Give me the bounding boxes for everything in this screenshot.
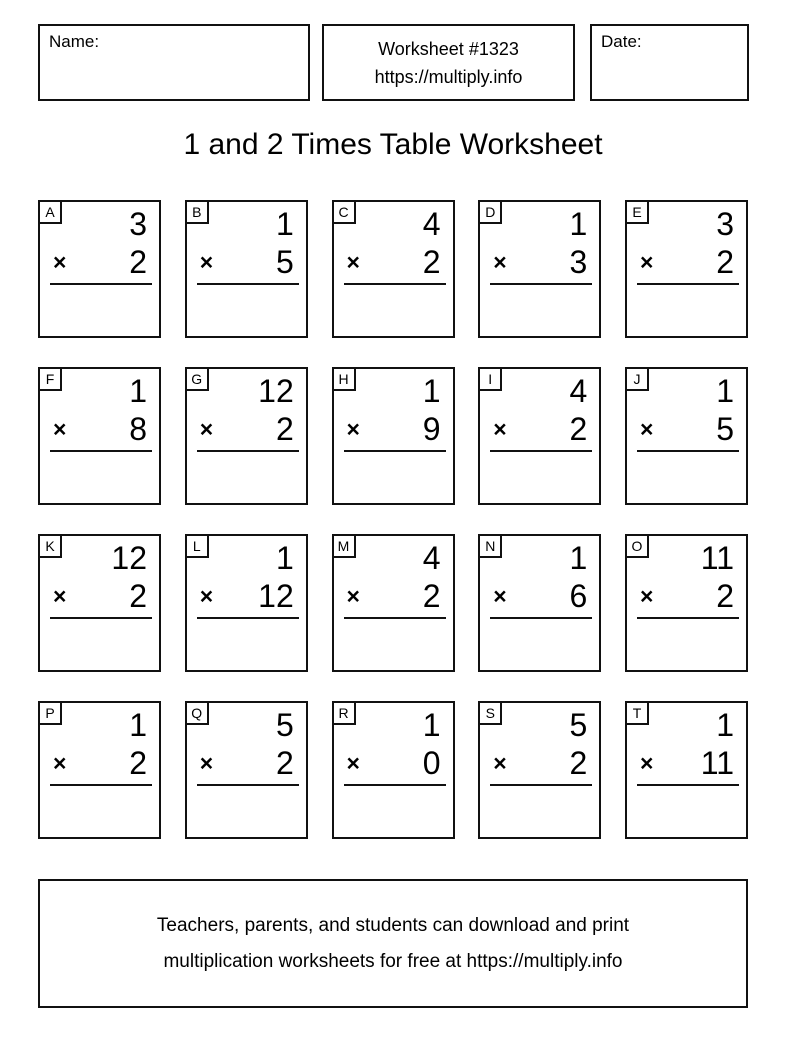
multiplicand: 3 — [129, 206, 147, 242]
answer-space — [334, 619, 453, 670]
multiplier: 2 — [716, 578, 734, 614]
answer-space — [40, 452, 159, 503]
name-label: Name: — [49, 32, 100, 51]
multiplier-row — [627, 577, 746, 615]
multiply-sign-icon: × — [53, 583, 67, 609]
multiplier-row — [187, 410, 306, 448]
multiply-sign-icon: × — [346, 249, 360, 275]
answer-space — [480, 285, 599, 336]
multiplier: 12 — [258, 578, 294, 614]
answer-space — [334, 285, 453, 336]
problem-label: C — [332, 200, 356, 224]
problem-label: F — [38, 367, 62, 391]
multiplier-row — [480, 577, 599, 615]
multiplicand: 4 — [569, 373, 588, 409]
multiplicand: 5 — [569, 707, 588, 743]
multiplier: 5 — [716, 411, 734, 447]
answer-space — [627, 452, 746, 503]
problem-cell — [38, 534, 161, 672]
multiplier: 2 — [129, 578, 147, 614]
multiply-sign-icon: × — [199, 583, 214, 609]
answer-space — [627, 619, 746, 670]
multiply-sign-icon: × — [493, 750, 507, 776]
multiplier-row — [40, 744, 159, 782]
multiplicand: 1 — [275, 540, 294, 576]
multiply-sign-icon: × — [199, 750, 214, 776]
problem-cell — [478, 367, 601, 505]
problem-label: K — [38, 534, 62, 558]
problem-cell — [185, 534, 308, 672]
multiplier: 8 — [129, 411, 147, 447]
problem-label: G — [185, 367, 209, 391]
multiplier-row — [40, 410, 159, 448]
answer-space — [480, 619, 599, 670]
multiplicand: 3 — [716, 206, 734, 242]
multiplier-row — [187, 577, 306, 615]
multiplier-row — [187, 744, 306, 782]
multiply-sign-icon: × — [199, 249, 214, 275]
multiplicand: 1 — [422, 373, 441, 409]
multiply-sign-icon: × — [346, 583, 360, 609]
multiply-sign-icon: × — [640, 249, 654, 275]
answer-space — [187, 786, 306, 837]
footer-box — [38, 879, 748, 1008]
problem-cell — [625, 200, 748, 338]
multiply-sign-icon: × — [493, 583, 507, 609]
footer-line1: Teachers, parents, and students can download and print — [156, 914, 630, 936]
problem-cell — [38, 200, 161, 338]
problem-label: D — [478, 200, 502, 224]
problem-cell — [38, 367, 161, 505]
multiplier-row — [334, 577, 453, 615]
multiplier-row — [480, 744, 599, 782]
multiplier-row — [480, 410, 599, 448]
problem-label: P — [38, 701, 62, 725]
answer-space — [187, 285, 306, 336]
multiplicand: 1 — [716, 373, 734, 409]
multiplier: 2 — [275, 411, 294, 447]
multiplier-row — [627, 410, 746, 448]
multiplier: 3 — [569, 244, 588, 280]
multiplier: 2 — [422, 244, 441, 280]
answer-space — [480, 786, 599, 837]
multiplier-row — [334, 243, 453, 281]
problem-label: T — [625, 701, 649, 725]
multiply-sign-icon: × — [640, 750, 654, 776]
multiplicand: 12 — [111, 540, 147, 576]
multiply-sign-icon: × — [53, 750, 67, 776]
multiplier: 9 — [422, 411, 441, 447]
multiplier: 2 — [569, 745, 588, 781]
problem-label: A — [38, 200, 62, 224]
multiplier: 2 — [129, 244, 147, 280]
multiply-sign-icon: × — [640, 583, 654, 609]
date-label: Date: — [601, 32, 642, 51]
problem-cell — [185, 200, 308, 338]
problem-label: S — [478, 701, 502, 725]
multiplier-row — [334, 410, 453, 448]
multiplier: 2 — [422, 578, 441, 614]
date-box — [590, 24, 749, 101]
multiplicand: 1 — [129, 707, 147, 743]
multiplier-row — [480, 243, 599, 281]
problem-cell — [625, 701, 748, 839]
answer-space — [40, 285, 159, 336]
problem-label: N — [478, 534, 502, 558]
multiply-sign-icon: × — [493, 416, 507, 442]
page-title: 1 and 2 Times Table Worksheet — [183, 128, 603, 161]
multiplier: 6 — [569, 578, 588, 614]
multiply-sign-icon: × — [346, 416, 360, 442]
multiplier-row — [187, 243, 306, 281]
problem-cell — [38, 701, 161, 839]
problem-cell — [185, 367, 308, 505]
multiply-sign-icon: × — [493, 249, 507, 275]
multiply-sign-icon: × — [53, 416, 67, 442]
multiplier-row — [40, 243, 159, 281]
multiply-sign-icon: × — [199, 416, 214, 442]
problem-cell — [332, 200, 455, 338]
problem-label: B — [185, 200, 209, 224]
answer-space — [334, 786, 453, 837]
answer-space — [40, 619, 159, 670]
problem-label: R — [332, 701, 356, 725]
problem-label: M — [332, 534, 356, 558]
multiplicand: 1 — [275, 206, 294, 242]
answer-space — [334, 452, 453, 503]
multiplicand: 1 — [716, 707, 734, 743]
multiplier-row — [40, 577, 159, 615]
problem-label: H — [332, 367, 356, 391]
problem-label: I — [478, 367, 502, 391]
multiplicand: 12 — [258, 373, 294, 409]
answer-space — [627, 285, 746, 336]
problem-cell — [625, 534, 748, 672]
multiplier-row — [627, 243, 746, 281]
multiplicand: 11 — [700, 540, 734, 576]
worksheet-url: https://multiply.info — [374, 66, 523, 87]
problem-cell — [332, 701, 455, 839]
worksheet-info-box — [322, 24, 575, 101]
answer-space — [627, 786, 746, 837]
multiplicand: 4 — [422, 540, 441, 576]
multiply-sign-icon: × — [346, 750, 360, 776]
problem-cell — [478, 200, 601, 338]
worksheet-number: Worksheet #1323 — [378, 38, 519, 59]
multiplier: 2 — [716, 244, 734, 280]
problems-grid — [38, 200, 748, 839]
multiply-sign-icon: × — [640, 416, 654, 442]
multiplicand: 1 — [422, 707, 441, 743]
name-box — [38, 24, 310, 101]
multiplicand: 4 — [422, 206, 441, 242]
problem-cell — [185, 701, 308, 839]
answer-space — [40, 786, 159, 837]
multiplier: 2 — [569, 411, 588, 447]
problem-label: E — [625, 200, 649, 224]
multiplier: 11 — [700, 745, 734, 781]
multiplicand: 1 — [129, 373, 147, 409]
multiplier: 2 — [129, 745, 147, 781]
problem-cell — [332, 367, 455, 505]
problem-cell — [625, 367, 748, 505]
footer-line2: multiplication worksheets for free at https://multiply.info — [163, 950, 623, 972]
problem-label: O — [625, 534, 649, 558]
answer-space — [187, 619, 306, 670]
multiplicand: 1 — [569, 540, 588, 576]
multiplier-row — [334, 744, 453, 782]
problem-label: Q — [185, 701, 209, 725]
multiplier: 5 — [275, 244, 294, 280]
multiplier-row — [627, 744, 746, 782]
multiplicand: 1 — [569, 206, 588, 242]
multiplier: 0 — [422, 745, 441, 781]
answer-space — [480, 452, 599, 503]
multiply-sign-icon: × — [53, 249, 67, 275]
multiplicand: 5 — [275, 707, 294, 743]
problem-cell — [478, 701, 601, 839]
problem-cell — [478, 534, 601, 672]
problem-label: J — [625, 367, 649, 391]
multiplier: 2 — [275, 745, 294, 781]
problem-cell — [332, 534, 455, 672]
answer-space — [187, 452, 306, 503]
problem-label: L — [185, 534, 209, 558]
